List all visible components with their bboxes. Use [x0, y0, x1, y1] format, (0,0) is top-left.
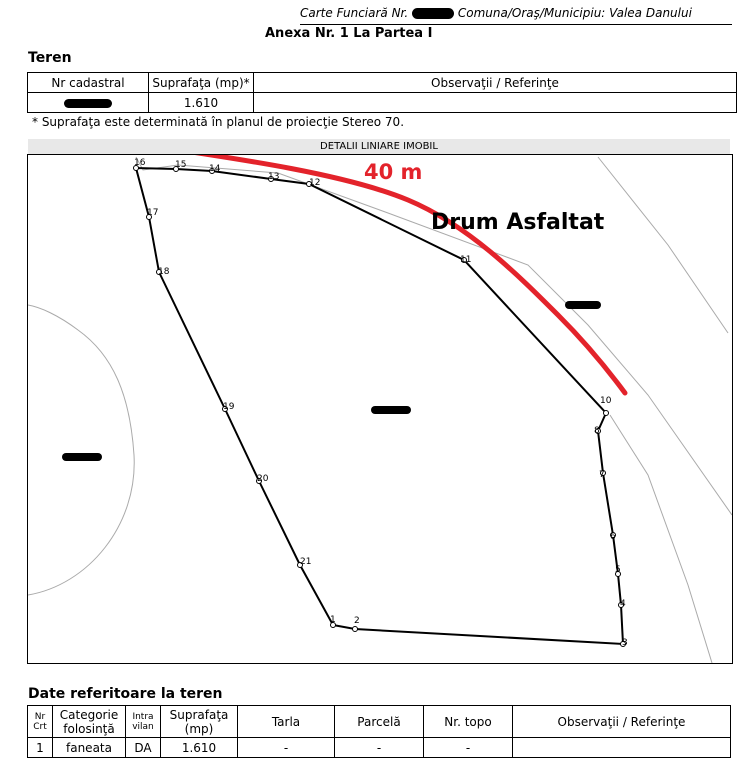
vertex-label: 7	[599, 470, 605, 480]
vertex-label: 12	[309, 178, 321, 188]
vertex-10	[604, 411, 609, 416]
col-categorie: Categorie folosinţă	[53, 706, 126, 738]
vertex-label: 20	[257, 474, 269, 484]
vertex-label: 17	[147, 208, 159, 218]
col-nr-crt: Nr Crt	[28, 706, 53, 738]
col-suprafata: Suprafaţa (mp)	[161, 706, 238, 738]
cell: -	[424, 738, 513, 758]
col-parcela: Parcelă	[335, 706, 424, 738]
col-observatii: Observaţii / Referinţe	[254, 73, 737, 93]
cell	[513, 738, 731, 758]
cadastral-plan	[27, 154, 733, 664]
vertex-label: 14	[209, 164, 221, 174]
table-row	[28, 93, 737, 113]
vertex-label: 8	[594, 426, 600, 436]
cell: faneata	[53, 738, 126, 758]
col-observatii: Observaţii / Referinţe	[513, 706, 731, 738]
cell: -	[335, 738, 424, 758]
cell: DA	[126, 738, 161, 758]
date-ref-table	[27, 705, 731, 758]
redacted-number	[412, 8, 454, 19]
redacted-cadastral	[64, 99, 112, 108]
cell-suprafata: 1.610	[149, 93, 254, 113]
vertex-2	[353, 627, 358, 632]
vertex-label: 6	[610, 532, 616, 542]
neighbor-line	[610, 415, 712, 663]
redacted-parcel-label	[371, 406, 411, 414]
col-nr-topo: Nr. topo	[424, 706, 513, 738]
header-rule	[300, 24, 732, 25]
redacted-neighbor-label	[62, 453, 102, 461]
redacted-neighbor-label	[565, 301, 601, 309]
vertex-label: 2	[354, 616, 360, 626]
road-label: Drum Asfaltat	[431, 210, 605, 235]
col-nr-cadastral: Nr cadastral	[28, 73, 149, 93]
section-title-date-ref: Date referitoare la teren	[28, 686, 223, 702]
cell-nr-cadastral	[28, 93, 149, 113]
vertex-label: 15	[175, 160, 187, 170]
vertex-label: 1	[330, 615, 336, 625]
road-frontage-line	[138, 155, 625, 393]
plan-bar-title: DETALII LINIARE IMOBIL	[28, 139, 730, 154]
carte-funciara-header	[300, 6, 692, 20]
cell-observatii	[254, 93, 737, 113]
cell: 1	[28, 738, 53, 758]
col-intravilan: Intra vilan	[126, 706, 161, 738]
plan-drawing	[28, 155, 732, 663]
vertex-label: 13	[268, 172, 280, 182]
annex-title: Anexa Nr. 1 La Partea I	[265, 26, 433, 41]
vertex-label: 11	[460, 255, 472, 265]
cell: -	[238, 738, 335, 758]
vertex-label: 18	[158, 267, 170, 277]
col-tarla: Tarla	[238, 706, 335, 738]
neighbor-line	[28, 305, 134, 595]
neighbor-line	[598, 157, 728, 333]
teren-table	[27, 72, 737, 113]
header-prefix: Carte Funciară Nr.	[300, 6, 409, 20]
table-row	[28, 738, 731, 758]
projection-note: * Suprafaţa este determinată în planul de proiecţie Stereo 70.	[32, 115, 405, 129]
vertex-label: 4	[620, 599, 626, 609]
col-suprafata: Suprafaţa (mp)*	[149, 73, 254, 93]
vertex-label: 19	[223, 402, 235, 412]
vertex-label: 21	[300, 557, 312, 567]
frontage-length-label: 40 m	[364, 160, 423, 184]
cell: 1.610	[161, 738, 238, 758]
section-title-teren: Teren	[28, 50, 72, 66]
header-suffix: Comuna/Oraş/Municipiu: Valea Danului	[457, 6, 692, 20]
vertex-label: 5	[615, 565, 621, 575]
vertex-label: 16	[134, 158, 146, 168]
vertex-label: 10	[600, 396, 612, 406]
vertex-label: 3	[622, 638, 628, 648]
